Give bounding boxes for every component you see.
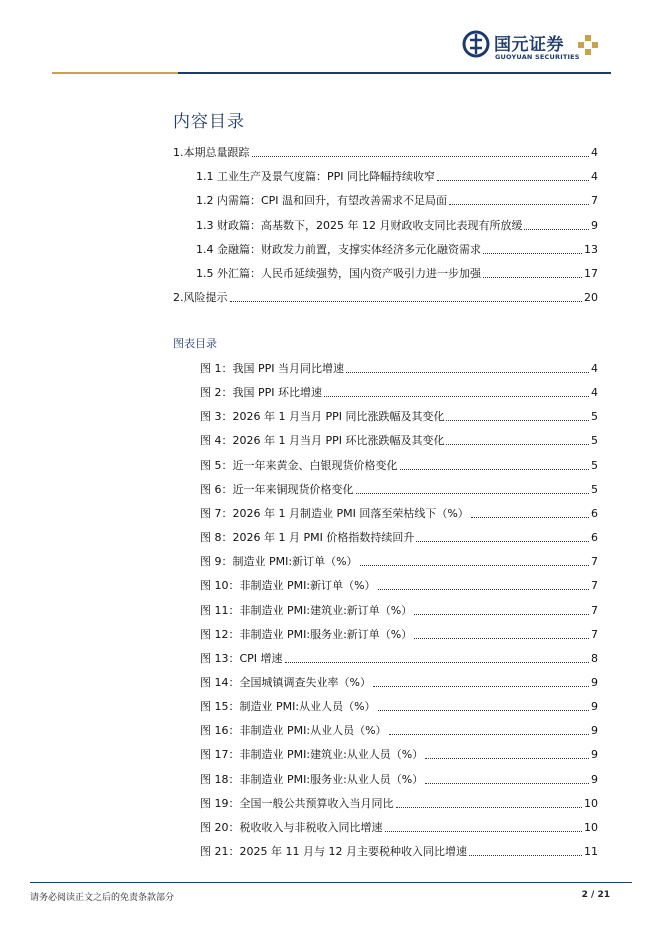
dot-leader: [230, 300, 583, 302]
figure-entry-label: 图 4：2026 年 1 月当月 PPI 环比涨跌幅及其变化: [200, 434, 445, 448]
figure-entry-page: 7: [591, 603, 598, 617]
dot-leader: [414, 613, 589, 615]
dot-leader: [400, 468, 590, 470]
figure-entry-page: 5: [591, 482, 598, 496]
dot-leader: [378, 588, 589, 590]
toc-entry-label: 1.4 金融篇：财政发力前置，支撑实体经济多元化融资需求: [196, 242, 481, 256]
dot-leader: [252, 155, 590, 157]
figure-entry-label: 图 18：非制造业 PMI:服务业:从业人员（%）: [200, 772, 424, 786]
figure-entry-label: 图 3：2026 年 1 月当月 PPI 同比涨跌幅及其变化: [200, 410, 445, 424]
toc-entry[interactable]: [196, 217, 598, 233]
toc-entry-label: 1.1 工业生产及景气度篇：PPI 同比降幅持续收窄: [196, 170, 435, 184]
figure-entry[interactable]: [200, 481, 598, 497]
figure-entry[interactable]: [200, 408, 598, 424]
figure-entry-page: 9: [591, 748, 598, 762]
figure-entry-label: 图 20：税收收入与非税收入同比增速: [200, 820, 383, 834]
figure-entry-page: 4: [591, 386, 598, 400]
figure-entry-page: 10: [584, 796, 598, 810]
figure-entry-page: 6: [591, 506, 598, 520]
toc-entry-page: 13: [584, 242, 598, 256]
dot-leader: [285, 661, 589, 663]
figure-entry[interactable]: [200, 432, 598, 448]
dot-leader: [378, 709, 589, 711]
figure-entry[interactable]: [200, 602, 598, 618]
header-rule-gold: [52, 72, 178, 74]
figure-entry-label: 图 12：非制造业 PMI:服务业:新订单（%）: [200, 627, 413, 641]
toc-entry-label: 1.本期总量跟踪: [173, 146, 250, 159]
figure-entry-label: 图 7：2026 年 1 月制造业 PMI 回落至荣枯线下（%）: [200, 506, 469, 520]
figure-entry-label: 图 5：近一年来黄金、白银现货价格变化: [200, 458, 398, 472]
figure-entry-label: 图 11：非制造业 PMI:建筑业:新订单（%）: [200, 603, 413, 617]
dot-leader: [524, 228, 589, 230]
figure-entry-page: 9: [591, 700, 598, 714]
figure-entry[interactable]: [200, 674, 598, 690]
figure-entry-page: 9: [591, 772, 598, 786]
figure-entry[interactable]: [200, 505, 598, 521]
toc-entry-page: 20: [584, 291, 598, 305]
figure-entry-label: 图 14：全国城镇调查失业率（%）: [200, 675, 371, 689]
figure-list-heading: 图表目录: [173, 337, 217, 350]
figure-entry-label: 图 10：非制造业 PMI:新订单（%）: [200, 579, 376, 593]
dot-leader: [373, 685, 589, 687]
page-header: [0, 0, 662, 80]
dot-leader: [385, 830, 583, 832]
figure-entry-page: 7: [591, 555, 598, 569]
figure-entry-label: 图 9：制造业 PMI:新订单（%）: [200, 555, 358, 569]
toc-entry[interactable]: [173, 289, 598, 305]
dot-leader: [446, 443, 589, 445]
toc-entry[interactable]: [196, 265, 598, 281]
toc-entry[interactable]: [173, 144, 598, 160]
toc-entry-page: 4: [591, 146, 598, 159]
figure-entry[interactable]: [200, 771, 598, 787]
header-rule-navy: [178, 72, 611, 74]
toc-entry-page: 7: [591, 194, 598, 208]
figure-entry-label: 图 19：全国一般公共预算收入当月同比: [200, 796, 394, 810]
dot-leader: [471, 516, 589, 518]
footer-rule: [30, 882, 632, 883]
figure-entry[interactable]: [200, 384, 598, 400]
toc-entry[interactable]: [196, 192, 598, 208]
figure-entry-page: 7: [591, 627, 598, 641]
dot-leader: [446, 419, 589, 421]
dot-leader: [396, 806, 583, 808]
dot-leader: [483, 252, 582, 254]
page-number: 2 / 21: [581, 890, 610, 900]
dot-leader: [416, 540, 589, 542]
dot-leader: [356, 492, 590, 494]
figure-entry-page: 4: [591, 362, 598, 375]
figure-entry-page: 5: [591, 434, 598, 448]
figure-entry[interactable]: [200, 529, 598, 545]
dot-leader: [360, 564, 589, 566]
figure-entry-label: 图 2：我国 PPI 环比增速: [200, 386, 322, 400]
dot-leader: [425, 782, 589, 784]
figure-entry[interactable]: [200, 698, 598, 714]
figure-entry-page: 10: [584, 820, 598, 834]
toc-entry-page: 9: [591, 218, 598, 232]
figure-entry[interactable]: [200, 360, 598, 376]
figure-entry-label: 图 8：2026 年 1 月 PMI 价格指数持续回升: [200, 531, 415, 545]
figure-entry[interactable]: [200, 577, 598, 593]
figure-entry-page: 5: [591, 410, 598, 424]
figure-entry-label: 图 6：近一年来铜现货价格变化: [200, 482, 354, 496]
toc-entry[interactable]: [196, 168, 598, 184]
dot-leader: [414, 637, 589, 639]
figure-entry-page: 8: [591, 651, 598, 665]
footer-disclaimer: 请务必阅读正文之后的免责条款部分: [30, 893, 175, 903]
toc-entry-page: 17: [584, 267, 598, 280]
dot-leader: [346, 371, 589, 373]
figure-entry[interactable]: [200, 843, 598, 859]
dot-leader: [425, 757, 589, 759]
figure-entry[interactable]: [200, 650, 598, 666]
figure-entry-label: 图 21：2025 年 11 月与 12 月主要税种收入同比增速: [200, 845, 467, 858]
dot-leader: [389, 733, 589, 735]
toc-entry[interactable]: [196, 241, 598, 257]
figure-entry-page: 7: [591, 579, 598, 593]
dot-leader: [449, 203, 589, 205]
figure-entry[interactable]: [200, 819, 598, 835]
figure-entry-label: 图 15：制造业 PMI:从业人员（%）: [200, 700, 376, 714]
toc-entry-label: 1.2 内需篇：CPI 温和回升，有望改善需求不足局面: [196, 194, 448, 208]
figure-entry[interactable]: [200, 626, 598, 642]
figure-entry-label: 图 16：非制造业 PMI:从业人员（%）: [200, 724, 387, 738]
figure-entry[interactable]: [200, 795, 598, 811]
figure-entry[interactable]: [200, 457, 598, 473]
dot-leader: [437, 179, 589, 181]
figure-entry-label: 图 17：非制造业 PMI:建筑业:从业人员（%）: [200, 748, 424, 762]
toc-entry-label: 1.3 财政篇：高基数下，2025 年 12 月财政收支同比表现有所放缓: [196, 218, 523, 232]
dot-leader: [324, 395, 589, 397]
figure-entry-page: 6: [591, 531, 598, 545]
figure-entry-page: 11: [584, 845, 598, 858]
figure-entry-page: 9: [591, 675, 598, 689]
brand-name-en: GUOYUAN SECURITIES: [495, 53, 580, 61]
toc-heading: 内容目录: [173, 112, 245, 132]
figure-entry[interactable]: [200, 746, 598, 762]
toc-entry-label: 2.风险提示: [173, 291, 228, 305]
figure-entry-page: 5: [591, 458, 598, 472]
brand-logo: [462, 29, 612, 65]
figure-entry-page: 9: [591, 724, 598, 738]
toc-entry-label: 1.5 外汇篇：人民币延续强势，国内资产吸引力进一步加强: [196, 267, 481, 280]
figure-entry[interactable]: [200, 553, 598, 569]
figure-entry-label: 图 1：我国 PPI 当月同比增速: [200, 362, 344, 375]
toc-entry-page: 4: [591, 170, 598, 184]
dot-leader: [469, 854, 582, 856]
dot-leader: [483, 276, 582, 278]
figure-entry[interactable]: [200, 722, 598, 738]
brand-name-cn: 国元证券: [494, 35, 564, 55]
figure-entry-label: 图 13：CPI 增速: [200, 651, 283, 665]
